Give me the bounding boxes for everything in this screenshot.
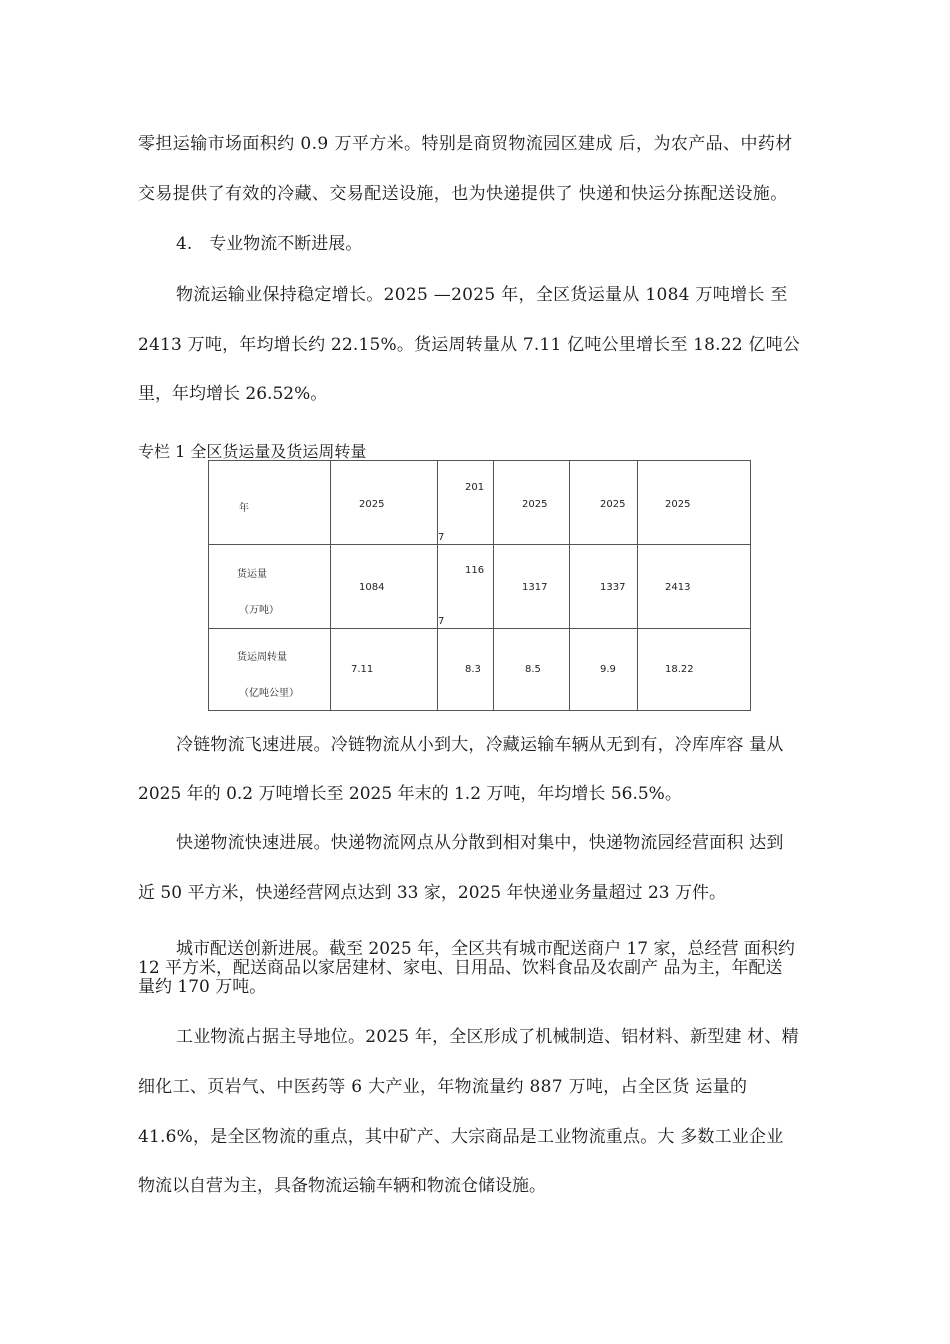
table-cell (494, 629, 570, 711)
cell-value: 1084 (359, 582, 385, 593)
section-heading: 4. 专业物流不断进展。 (176, 234, 363, 254)
row-header-unit: （亿吨公里） (239, 688, 299, 699)
text-line: 近 50 平方米，快递经营网点达到 33 家，2025 年快递业务量超过 23 万件。 (138, 883, 726, 903)
cell-value: 2413 (665, 582, 691, 593)
table-cell (209, 461, 331, 545)
paragraph-5 (138, 940, 838, 997)
text-line: 物流运输业保持稳定增长。2025 —2025 年，全区货运量从 1084 万吨增长 至 (176, 285, 788, 305)
text-line: 城市配送创新进展。截至 2025 年，全区共有城市配送商户 17 家，总经营 面积约 (176, 939, 795, 959)
row-header-turnover: 货运周转量 (237, 652, 287, 663)
text-line: 2413 万吨，年均增长约 22.15%。货运周转量从 7.11 亿吨公里增长至 18.22 亿吨公 (138, 335, 801, 355)
table-cell (209, 545, 331, 629)
cell-value: 1317 (522, 582, 548, 593)
text-line: 细化工、页岩气、中医药等 6 大产业，年物流量约 887 万吨，占全区货 运量的 (138, 1077, 748, 1097)
text-line: 12 平方米，配送商品以家居建材、家电、日用品、饮料食品及农副产 品为主，年配送 (138, 958, 783, 978)
table-cell (331, 461, 438, 545)
cell-value: 116 (465, 565, 485, 576)
cell-value: 18.22 (665, 664, 694, 675)
table-cell (438, 629, 494, 711)
table-row (209, 629, 751, 711)
table-cell (638, 629, 751, 711)
table-cell (494, 545, 570, 629)
row-header-unit: （万吨） (239, 605, 279, 616)
table-cell (570, 461, 638, 545)
table-cell (209, 629, 331, 711)
text-line: 41.6%，是全区物流的重点，其中矿产、大宗商品是工业物流重点。大 多数工业企业 (138, 1127, 784, 1147)
cell-value: 7 (438, 532, 445, 543)
cell-value: 8.3 (465, 664, 481, 675)
text-line: 快递物流快速进展。快递物流网点从分散到相对集中，快递物流园经营面积 达到 (176, 833, 784, 853)
row-header-freight-volume: 货运量 (237, 569, 267, 580)
table-cell (638, 461, 751, 545)
table-row (209, 461, 751, 545)
table-cell (438, 461, 494, 545)
cell-value: 8.5 (525, 664, 541, 675)
cell-value: 7 (438, 616, 445, 627)
table-cell (494, 461, 570, 545)
cell-value: 201 (465, 482, 485, 493)
text-line: 工业物流占据主导地位。2025 年，全区形成了机械制造、铝材料、新型建 材、精 (176, 1027, 799, 1047)
table-cell (331, 629, 438, 711)
text-line: 里，年均增长 26.52%。 (138, 384, 328, 404)
table-row (209, 545, 751, 629)
table-cell (570, 629, 638, 711)
table-cell (638, 545, 751, 629)
table-cell (438, 545, 494, 629)
text-line: 冷链物流飞速进展。冷链物流从小到大，冷藏运输车辆从无到有，冷库库容 量从 (176, 735, 784, 755)
freight-table (208, 460, 751, 711)
text-line: 交易提供了有效的冷藏、交易配送设施，也为快递提供了 快递和快运分拣配送设施。 (138, 184, 788, 204)
text-line: 零担运输市场面积约 0.9 万平方米。特别是商贸物流园区建成 后，为农产品、中药材 (138, 134, 793, 154)
cell-value: 7.11 (351, 664, 374, 675)
cell-value: 2025 (600, 499, 626, 510)
text-line: 物流以自营为主，具备物流运输车辆和物流仓储设施。 (138, 1176, 546, 1196)
row-header-year: 年 (239, 503, 249, 514)
cell-value: 1337 (600, 582, 626, 593)
cell-value: 2025 (665, 499, 691, 510)
table-cell (331, 545, 438, 629)
text-line: 2025 年的 0.2 万吨增长至 2025 年末的 1.2 万吨，年均增长 56.5%。 (138, 784, 682, 804)
cell-value: 2025 (359, 499, 385, 510)
table-caption: 专栏 1 全区货运量及货运周转量 (138, 442, 367, 461)
text-line: 量约 170 万吨。 (138, 977, 267, 997)
cell-value: 2025 (522, 499, 548, 510)
table-cell (570, 545, 638, 629)
cell-value: 9.9 (600, 664, 616, 675)
